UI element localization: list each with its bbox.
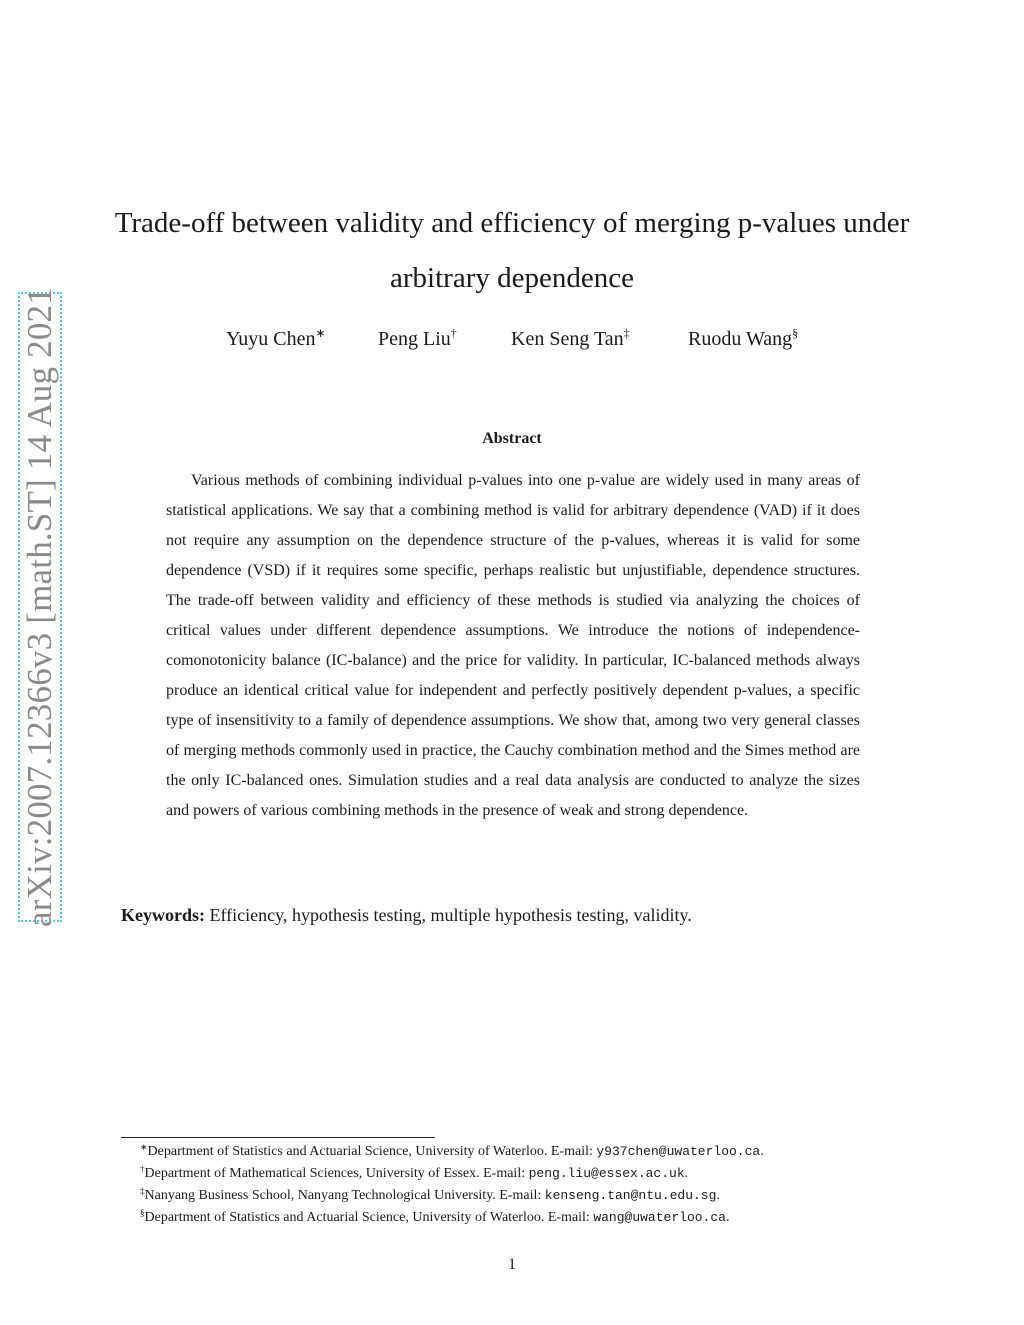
footnote-text: Department of Statistics and Actuarial Science, University of Waterloo. E-mail: bbox=[147, 1144, 597, 1159]
footnote-end: . bbox=[725, 1210, 730, 1225]
author-name: Yuyu Chen bbox=[226, 328, 316, 350]
keywords bbox=[121, 905, 921, 926]
footnote-divider bbox=[121, 1137, 435, 1138]
author-footnote-mark: ‡ bbox=[623, 326, 630, 340]
arxiv-identifier: arXiv:2007.12366v3 [math.ST] 14 Aug 2021 bbox=[20, 287, 59, 927]
footnote-email: peng.liu@essex.ac.uk bbox=[528, 1166, 685, 1181]
author-peng-liu bbox=[378, 328, 457, 351]
footnote-text: Nanyang Business School, Nanyang Technological University. E-mail: bbox=[144, 1188, 545, 1203]
footnote-item bbox=[140, 1207, 960, 1229]
footnote-text: Department of Statistics and Actuarial Science, University of Waterloo. E-mail: bbox=[144, 1210, 594, 1225]
footnote-email: y937chen@uwaterloo.ca bbox=[596, 1144, 761, 1159]
paper-title bbox=[100, 196, 924, 306]
author-name: Peng Liu bbox=[378, 328, 451, 350]
author-ken-seng-tan bbox=[511, 328, 630, 351]
footnote-email: wang@uwaterloo.ca bbox=[593, 1210, 726, 1225]
author-footnote-mark: § bbox=[792, 326, 799, 340]
author-list bbox=[0, 328, 1024, 358]
footnote-text: Department of Mathematical Sciences, University of Essex. E-mail: bbox=[144, 1166, 529, 1181]
author-ruodu-wang bbox=[688, 328, 798, 351]
footnote-item bbox=[140, 1185, 960, 1207]
paper-title-line-1: Trade-off between validity and efficiency of merging p-values under bbox=[114, 207, 910, 239]
arxiv-stamp bbox=[18, 287, 62, 927]
page-number: 1 bbox=[508, 1256, 516, 1273]
author-name: Ruodu Wang bbox=[688, 328, 793, 350]
footnote-mark: ∗ bbox=[140, 1142, 148, 1152]
author-footnote-mark: ∗ bbox=[315, 326, 326, 340]
author-yuyu-chen bbox=[226, 328, 326, 351]
footnote-item bbox=[140, 1163, 960, 1185]
footnote-mark: † bbox=[140, 1164, 145, 1174]
author-name: Ken Seng Tan bbox=[511, 328, 624, 350]
footnote-end: . bbox=[716, 1188, 720, 1203]
keywords-label: Keywords: bbox=[121, 905, 205, 925]
footnote-list bbox=[140, 1141, 960, 1229]
footnote-mark: ‡ bbox=[140, 1186, 145, 1196]
footnote-email: kenseng.tan@ntu.edu.sg bbox=[544, 1188, 717, 1203]
footnote-mark: § bbox=[140, 1208, 145, 1218]
footnote-end: . bbox=[760, 1144, 764, 1159]
footnote-item bbox=[140, 1141, 960, 1163]
keywords-text: Efficiency, hypothesis testing, multiple hypothesis testing, validity. bbox=[209, 905, 692, 925]
abstract-heading: Abstract bbox=[482, 430, 542, 447]
author-footnote-mark: † bbox=[450, 326, 457, 340]
abstract-body: Various methods of combining individual p-values into one p-value are widely used in many areas of statistical applications. We say that a combining method is valid for arbitrary dependence (VAD) if it does not require any assumption on the dependence structure of the p-values, whereas it is valid for some dependence (VSD) if it requires some specific, perhaps realistic but unjustifiable, dependence structures. The trade-off between validity and efficiency of these methods is studied via analyzing the choices of critical values under different dependence assumptions. We introduce the notions of independence-comonotonicity balance (IC-balance) and the price for validity. In particular, IC-balanced methods always produce an identical critical value for independent and perfectly positively dependent p-values, a specific type of insensitivity to a family of dependence assumptions. We show that, among two very general classes of merging methods commonly used in practice, the Cauchy combination method and the Simes method are the only IC-balanced ones. Simulation studies and a real data analysis are conducted to analyze the sizes and powers of various combining methods in the presence of weak and strong dependence. bbox=[166, 472, 860, 819]
footnote-end: . bbox=[684, 1166, 689, 1181]
paper-title-line-2: arbitrary dependence bbox=[390, 262, 634, 294]
